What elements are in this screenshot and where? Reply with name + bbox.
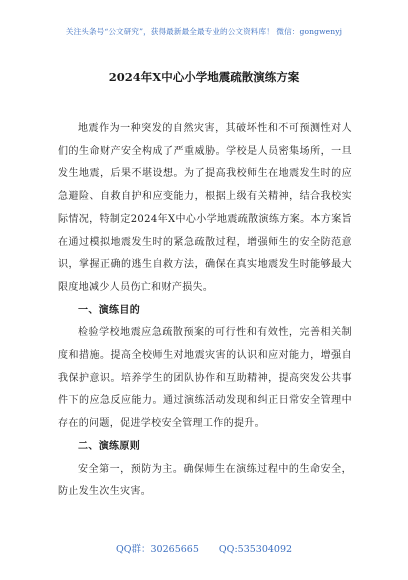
footer-qq-group: QQ群：30265665 [115, 544, 199, 555]
principle-paragraph: 安全第一，预防为主。确保师生在演练过程中的生命安全，防止发生次生灾害。 [58, 463, 352, 498]
section-heading-principle: 二、演练原则 [78, 440, 141, 452]
purpose-paragraph: 检验学校地震应急疏散预案的可行性和有效性，完善相关制度和措施。提高全校师生对地震灾害的认识和应对能力，增强自我保护意识。培养学生的团队协作和互助精神，提高突发公共事件下的应急反应能力。通过演练活动发现和纠正日常安全管理中存在的问题，促进学校安全管理工作的提升。 [58, 327, 352, 430]
header-promo-note: 关注头条号“公文研究”，获得最新最全最专业的公文资料库！ 微信：gongwenyj [65, 27, 343, 36]
section-heading-purpose: 一、演练目的 [78, 304, 141, 316]
footer-contact [0, 541, 408, 555]
document-body [58, 118, 352, 504]
footer-qq: QQ:535304092 [218, 544, 293, 555]
intro-paragraph: 地震作为一种突发的自然灾害，其破坏性和不可预测性对人们的生命财产安全构成了严重威胁。学校是人员密集场所，一旦发生地震，后果不堪设想。为了提高我校师生在地震发生时的应急避险、自救自护和应变能力，根据上级有关精神，结合我校实际情况，特制定2024年X中心小学地震疏散演练方案。本方案旨在通过模拟地震发生时的紧急疏散过程，增强师生的安全防范意识，掌握正确的逃生自救方法，确保在真实地震发生时能够最大限度地减少人员伤亡和财产损失。 [58, 123, 352, 293]
document-title: 2024年X中心小学地震疏散演练方案 [108, 70, 300, 84]
